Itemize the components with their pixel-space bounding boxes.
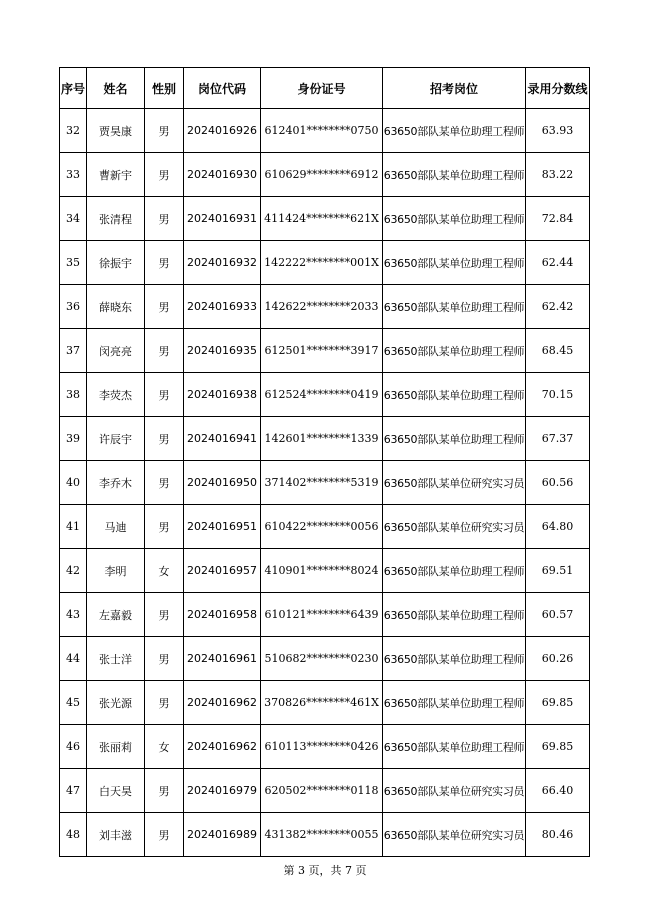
- cell-seq: 32: [60, 109, 87, 153]
- cell-post-code: 2024016951: [184, 505, 261, 549]
- cell-id-number: 370826********461X: [261, 681, 383, 725]
- cell-gender: 男: [145, 461, 184, 505]
- cell-post: 63650部队某单位研究实习员: [383, 769, 526, 813]
- cell-score: 69.51: [526, 549, 590, 593]
- cell-post: 63650部队某单位助理工程师: [383, 285, 526, 329]
- cell-id-number: 431382********0055: [261, 813, 383, 857]
- cell-score: 64.80: [526, 505, 590, 549]
- cell-id-number: 612401********0750: [261, 109, 383, 153]
- table-row: [60, 637, 590, 681]
- cell-gender: 男: [145, 769, 184, 813]
- cell-score: 60.57: [526, 593, 590, 637]
- table-row: [60, 593, 590, 637]
- cell-id-number: 411424********621X: [261, 197, 383, 241]
- cell-name: 马迪: [87, 505, 145, 549]
- cell-seq: 39: [60, 417, 87, 461]
- cell-gender: 男: [145, 109, 184, 153]
- table-body: [60, 109, 590, 857]
- table-row: [60, 681, 590, 725]
- cell-gender: 男: [145, 329, 184, 373]
- cell-post: 63650部队某单位助理工程师: [383, 241, 526, 285]
- col-header-gender: 性别: [145, 68, 184, 109]
- table-row: [60, 813, 590, 857]
- cell-gender: 男: [145, 813, 184, 857]
- cell-post: 63650部队某单位研究实习员: [383, 505, 526, 549]
- cell-post: 63650部队某单位助理工程师: [383, 197, 526, 241]
- cell-seq: 48: [60, 813, 87, 857]
- cell-id-number: 610121********6439: [261, 593, 383, 637]
- cell-post-code: 2024016962: [184, 725, 261, 769]
- cell-post-code: 2024016926: [184, 109, 261, 153]
- cell-post: 63650部队某单位助理工程师: [383, 593, 526, 637]
- cell-score: 62.42: [526, 285, 590, 329]
- cell-post: 63650部队某单位助理工程师: [383, 329, 526, 373]
- cell-name: 李明: [87, 549, 145, 593]
- cell-seq: 43: [60, 593, 87, 637]
- cell-gender: 女: [145, 725, 184, 769]
- cell-seq: 46: [60, 725, 87, 769]
- table-row: [60, 109, 590, 153]
- cell-post: 63650部队某单位助理工程师: [383, 725, 526, 769]
- cell-name: 张丽莉: [87, 725, 145, 769]
- cell-gender: 男: [145, 241, 184, 285]
- cell-seq: 36: [60, 285, 87, 329]
- col-header-seq: 序号: [60, 68, 87, 109]
- cell-name: 徐振宇: [87, 241, 145, 285]
- cell-seq: 34: [60, 197, 87, 241]
- cell-seq: 44: [60, 637, 87, 681]
- table-row: [60, 725, 590, 769]
- cell-score: 69.85: [526, 725, 590, 769]
- cell-seq: 45: [60, 681, 87, 725]
- cell-gender: 男: [145, 681, 184, 725]
- cell-id-number: 612501********3917: [261, 329, 383, 373]
- cell-id-number: 142622********2033: [261, 285, 383, 329]
- cell-score: 72.84: [526, 197, 590, 241]
- table-row: [60, 153, 590, 197]
- admission-score-table: [59, 67, 590, 857]
- cell-score: 60.26: [526, 637, 590, 681]
- cell-gender: 女: [145, 549, 184, 593]
- cell-id-number: 610113********0426: [261, 725, 383, 769]
- cell-name: 张清程: [87, 197, 145, 241]
- cell-gender: 男: [145, 593, 184, 637]
- cell-name: 李荧杰: [87, 373, 145, 417]
- cell-name: 左嘉毅: [87, 593, 145, 637]
- cell-name: 张士洋: [87, 637, 145, 681]
- cell-seq: 40: [60, 461, 87, 505]
- cell-score: 62.44: [526, 241, 590, 285]
- cell-gender: 男: [145, 197, 184, 241]
- cell-seq: 38: [60, 373, 87, 417]
- cell-post-code: 2024016930: [184, 153, 261, 197]
- page-number: 第 3 页，共 7 页: [283, 864, 367, 877]
- cell-name: 张光源: [87, 681, 145, 725]
- cell-seq: 33: [60, 153, 87, 197]
- cell-seq: 35: [60, 241, 87, 285]
- cell-post: 63650部队某单位助理工程师: [383, 153, 526, 197]
- cell-gender: 男: [145, 505, 184, 549]
- cell-post: 63650部队某单位助理工程师: [383, 109, 526, 153]
- cell-post-code: 2024016979: [184, 769, 261, 813]
- table-row: [60, 373, 590, 417]
- cell-post-code: 2024016957: [184, 549, 261, 593]
- cell-id-number: 610422********0056: [261, 505, 383, 549]
- table-row: [60, 197, 590, 241]
- cell-seq: 37: [60, 329, 87, 373]
- cell-post-code: 2024016958: [184, 593, 261, 637]
- cell-id-number: 142222********001X: [261, 241, 383, 285]
- cell-name: 闵亮亮: [87, 329, 145, 373]
- cell-post: 63650部队某单位研究实习员: [383, 461, 526, 505]
- cell-id-number: 510682********0230: [261, 637, 383, 681]
- col-header-score: 录用分数线: [526, 68, 590, 109]
- table-row: [60, 285, 590, 329]
- col-header-id-number: 身份证号: [261, 68, 383, 109]
- cell-name: 薛晓东: [87, 285, 145, 329]
- cell-score: 68.45: [526, 329, 590, 373]
- cell-post-code: 2024016961: [184, 637, 261, 681]
- table-row: [60, 461, 590, 505]
- cell-name: 李乔木: [87, 461, 145, 505]
- cell-id-number: 612524********0419: [261, 373, 383, 417]
- col-header-post-code: 岗位代码: [184, 68, 261, 109]
- cell-score: 70.15: [526, 373, 590, 417]
- table-row: [60, 505, 590, 549]
- cell-gender: 男: [145, 373, 184, 417]
- cell-score: 83.22: [526, 153, 590, 197]
- cell-post-code: 2024016950: [184, 461, 261, 505]
- cell-post-code: 2024016941: [184, 417, 261, 461]
- cell-score: 80.46: [526, 813, 590, 857]
- cell-post: 63650部队某单位助理工程师: [383, 637, 526, 681]
- cell-post-code: 2024016989: [184, 813, 261, 857]
- cell-gender: 男: [145, 153, 184, 197]
- cell-post-code: 2024016938: [184, 373, 261, 417]
- cell-name: 许辰宇: [87, 417, 145, 461]
- table-header-row: [60, 68, 590, 109]
- cell-post-code: 2024016932: [184, 241, 261, 285]
- cell-post-code: 2024016935: [184, 329, 261, 373]
- cell-name: 刘丰滋: [87, 813, 145, 857]
- cell-seq: 42: [60, 549, 87, 593]
- cell-gender: 男: [145, 285, 184, 329]
- col-header-name: 姓名: [87, 68, 145, 109]
- cell-post: 63650部队某单位助理工程师: [383, 549, 526, 593]
- table-row: [60, 417, 590, 461]
- cell-id-number: 371402********5319: [261, 461, 383, 505]
- table-row: [60, 549, 590, 593]
- cell-name: 白天昊: [87, 769, 145, 813]
- cell-post: 63650部队某单位助理工程师: [383, 417, 526, 461]
- cell-id-number: 142601********1339: [261, 417, 383, 461]
- cell-seq: 47: [60, 769, 87, 813]
- cell-score: 66.40: [526, 769, 590, 813]
- table-row: [60, 241, 590, 285]
- cell-id-number: 620502********0118: [261, 769, 383, 813]
- cell-post-code: 2024016962: [184, 681, 261, 725]
- cell-seq: 41: [60, 505, 87, 549]
- cell-score: 63.93: [526, 109, 590, 153]
- cell-score: 60.56: [526, 461, 590, 505]
- cell-name: 贾昊康: [87, 109, 145, 153]
- col-header-post: 招考岗位: [383, 68, 526, 109]
- cell-score: 67.37: [526, 417, 590, 461]
- cell-id-number: 410901********8024: [261, 549, 383, 593]
- cell-post: 63650部队某单位研究实习员: [383, 813, 526, 857]
- cell-post-code: 2024016931: [184, 197, 261, 241]
- table-row: [60, 769, 590, 813]
- cell-id-number: 610629********6912: [261, 153, 383, 197]
- cell-post: 63650部队某单位助理工程师: [383, 373, 526, 417]
- cell-gender: 男: [145, 637, 184, 681]
- cell-post-code: 2024016933: [184, 285, 261, 329]
- cell-post: 63650部队某单位助理工程师: [383, 681, 526, 725]
- table-row: [60, 329, 590, 373]
- cell-name: 曹新宇: [87, 153, 145, 197]
- cell-score: 69.85: [526, 681, 590, 725]
- cell-gender: 男: [145, 417, 184, 461]
